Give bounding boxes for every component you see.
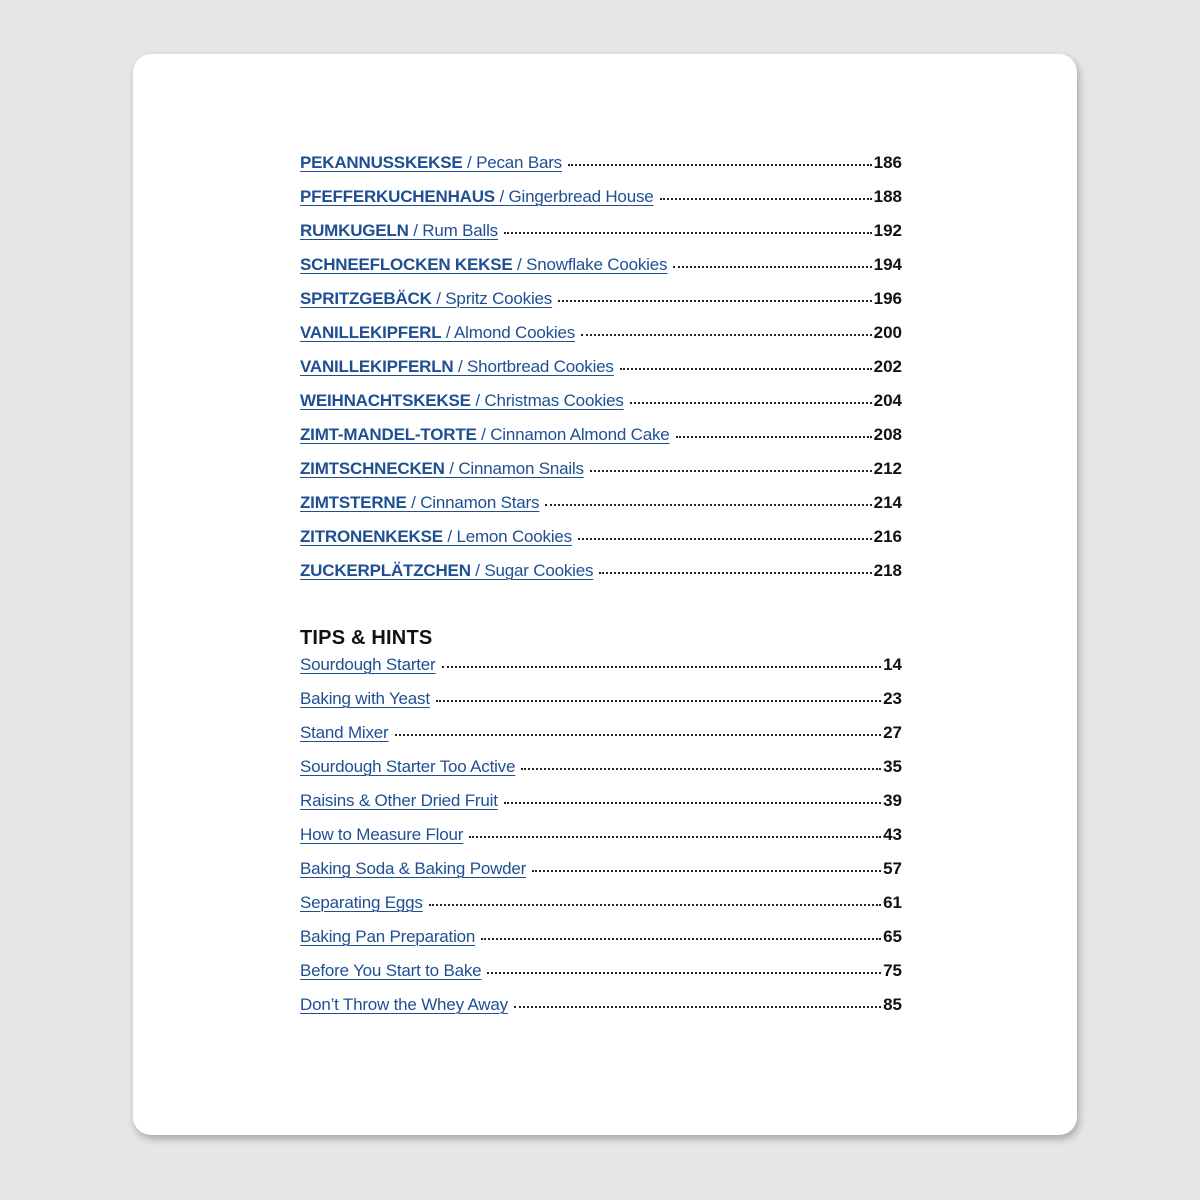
english-title: Cinnamon Snails <box>458 459 584 478</box>
dot-leader <box>442 666 882 668</box>
toc-entry <box>300 322 902 356</box>
toc-entry-link[interactable] <box>300 186 654 208</box>
page-number: 27 <box>883 723 902 742</box>
toc-entry <box>300 458 902 492</box>
tip-link[interactable]: How to Measure Flour <box>300 825 464 844</box>
page-number: 218 <box>873 561 902 580</box>
dot-leader <box>630 402 872 404</box>
english-title: Shortbread Cookies <box>467 357 614 376</box>
tip-link[interactable]: Before You Start to Bake <box>300 961 482 980</box>
toc-entry <box>300 356 902 390</box>
page-number: 39 <box>883 791 902 810</box>
dot-leader <box>521 768 881 770</box>
tips-list <box>300 654 902 1028</box>
german-title: RUMKUGELN <box>300 221 409 240</box>
english-title: Pecan Bars <box>476 153 562 172</box>
toc-entry-link[interactable] <box>300 526 572 548</box>
tip-link[interactable]: Stand Mixer <box>300 723 389 742</box>
english-title: Rum Balls <box>422 221 498 240</box>
german-title: SCHNEEFLOCKEN KEKSE <box>300 255 513 274</box>
tip-link[interactable]: Raisins & Other Dried Fruit <box>300 791 498 810</box>
tip-entry <box>300 654 902 688</box>
section-heading: TIPS & HINTS <box>300 627 433 649</box>
toc-entry-link[interactable] <box>300 288 552 310</box>
german-title: VANILLEKIPFERLN <box>300 357 454 376</box>
dot-leader <box>545 504 871 506</box>
title-separator: / <box>444 459 459 478</box>
dot-leader <box>487 972 881 974</box>
page-number: 216 <box>873 527 902 546</box>
german-title: ZIMTSTERNE <box>300 493 407 512</box>
toc-entry <box>300 560 902 594</box>
tip-link[interactable]: Don’t Throw the Whey Away <box>300 995 508 1014</box>
german-title: ZIMTSCHNECKEN <box>300 459 445 478</box>
toc-entry <box>300 288 902 322</box>
tip-entry <box>300 858 902 892</box>
english-title: Cinnamon Almond Cake <box>490 425 670 444</box>
dot-leader <box>673 266 871 268</box>
dot-leader <box>469 836 881 838</box>
tips-section <box>300 622 902 1028</box>
toc-entry-link[interactable] <box>300 356 614 378</box>
page-number: 196 <box>873 289 902 308</box>
german-title: SPRITZGEBÄCK <box>300 289 432 308</box>
title-separator: / <box>453 357 468 376</box>
dot-leader <box>558 300 872 302</box>
toc-entry-link[interactable] <box>300 424 670 446</box>
toc-entry <box>300 526 902 560</box>
english-title: Gingerbread House <box>508 187 654 206</box>
toc-entry <box>300 492 902 526</box>
title-separator: / <box>408 221 423 240</box>
dot-leader <box>660 198 872 200</box>
german-title: PFEFFERKUCHENHAUS <box>300 187 495 206</box>
title-separator: / <box>470 391 485 410</box>
dot-leader <box>429 904 881 906</box>
dot-leader <box>590 470 872 472</box>
toc-entry-link[interactable] <box>300 458 584 480</box>
german-title: ZIMT-MANDEL-TORTE <box>300 425 477 444</box>
tip-link[interactable]: Separating Eggs <box>300 893 423 912</box>
toc-entry-link[interactable] <box>300 254 667 276</box>
page-number: 194 <box>873 255 902 274</box>
english-title: Almond Cookies <box>454 323 576 342</box>
dot-leader <box>436 700 881 702</box>
tip-entry <box>300 756 902 790</box>
page-number: 186 <box>873 153 902 172</box>
dot-leader <box>581 334 872 336</box>
toc-entry-link[interactable] <box>300 152 562 174</box>
title-separator: / <box>441 323 455 342</box>
toc-entry <box>300 152 902 186</box>
dot-leader <box>578 538 872 540</box>
page-number: 208 <box>873 425 902 444</box>
toc-entry <box>300 424 902 458</box>
tip-entry <box>300 994 902 1028</box>
tip-entry <box>300 688 902 722</box>
page-number: 192 <box>873 221 902 240</box>
page-number: 202 <box>873 357 902 376</box>
dot-leader <box>676 436 872 438</box>
tip-link[interactable]: Sourdough Starter <box>300 655 436 674</box>
tip-link[interactable]: Baking with Yeast <box>300 689 430 708</box>
toc-entry-link[interactable] <box>300 492 539 514</box>
page-number: 23 <box>883 689 902 708</box>
dot-leader <box>481 938 881 940</box>
page-number: 200 <box>873 323 902 342</box>
german-title: ZITRONENKEKSE <box>300 527 443 546</box>
toc-entry-link[interactable] <box>300 390 624 412</box>
title-separator: / <box>494 187 509 206</box>
english-title: Spritz Cookies <box>445 289 553 308</box>
toc-entry-link[interactable] <box>300 220 498 242</box>
toc-entry <box>300 390 902 424</box>
dot-leader <box>599 572 871 574</box>
page-number: 75 <box>883 961 902 980</box>
german-title: ZUCKERPLÄTZCHEN <box>300 561 471 580</box>
title-separator: / <box>476 425 491 444</box>
tip-entry <box>300 722 902 756</box>
page-number: 188 <box>873 187 902 206</box>
page-number: 14 <box>883 655 902 674</box>
dot-leader <box>532 870 881 872</box>
dot-leader <box>395 734 882 736</box>
tip-link[interactable]: Baking Soda & Baking Powder <box>300 859 527 878</box>
title-separator: / <box>462 153 477 172</box>
tip-entry <box>300 790 902 824</box>
english-title: Snowflake Cookies <box>526 255 668 274</box>
english-title: Lemon Cookies <box>456 527 572 546</box>
german-title: WEIHNACHTSKEKSE <box>300 391 471 410</box>
dot-leader <box>514 1006 881 1008</box>
title-separator: / <box>512 255 527 274</box>
recipe-toc <box>300 152 902 594</box>
english-title: Christmas Cookies <box>484 391 624 410</box>
page-number: 204 <box>873 391 902 410</box>
tip-entry <box>300 960 902 994</box>
dot-leader <box>620 368 872 370</box>
tip-link[interactable]: Sourdough Starter Too Active <box>300 757 516 776</box>
page-number: 43 <box>883 825 902 844</box>
page-number: 57 <box>883 859 902 878</box>
dot-leader <box>568 164 872 166</box>
german-title: VANILLEKIPFERL <box>300 323 442 342</box>
title-separator: / <box>406 493 421 512</box>
tip-entry <box>300 926 902 960</box>
toc-entry-link[interactable] <box>300 560 593 582</box>
page-number: 214 <box>873 493 902 512</box>
page-number: 85 <box>883 995 902 1014</box>
title-separator: / <box>470 561 485 580</box>
english-title: Sugar Cookies <box>484 561 594 580</box>
page-number: 212 <box>873 459 902 478</box>
dot-leader <box>504 232 872 234</box>
title-separator: / <box>442 527 457 546</box>
page-number: 35 <box>883 757 902 776</box>
toc-entry <box>300 186 902 220</box>
german-title: PEKANNUSSKEKSE <box>300 153 463 172</box>
title-separator: / <box>431 289 446 308</box>
tip-link[interactable]: Baking Pan Preparation <box>300 927 476 946</box>
page-number: 61 <box>883 893 902 912</box>
dot-leader <box>504 802 881 804</box>
toc-entry <box>300 220 902 254</box>
page-number: 65 <box>883 927 902 946</box>
tip-entry <box>300 892 902 926</box>
tip-entry <box>300 824 902 858</box>
english-title: Cinnamon Stars <box>420 493 540 512</box>
toc-entry-link[interactable] <box>300 322 575 344</box>
toc-entry <box>300 254 902 288</box>
book-page <box>133 54 1077 1135</box>
